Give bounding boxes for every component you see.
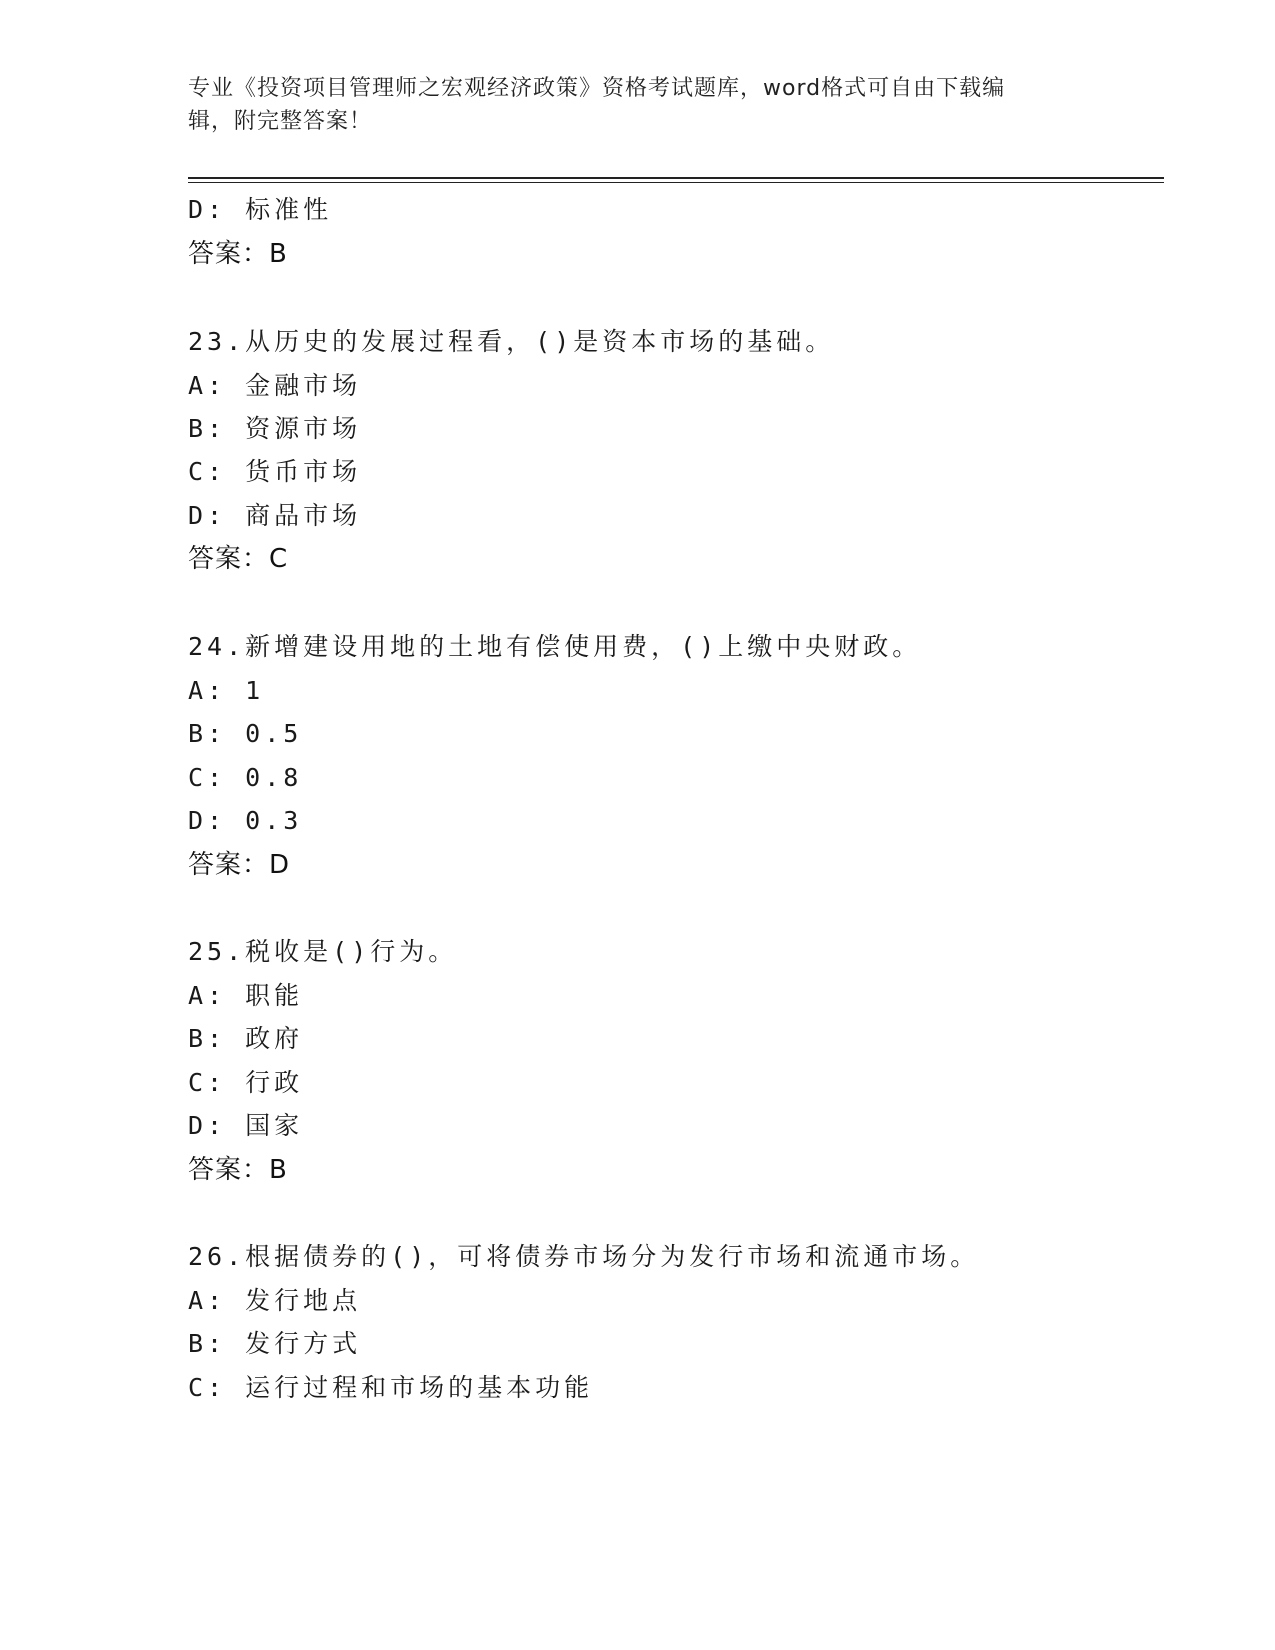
question-26-stem: 26.根据债券的()，可将债券市场分为发行市场和流通市场。: [188, 1242, 980, 1271]
header-line-1: 专业《投资项目管理师之宏观经济政策》资格考试题库，word格式可自由下载编: [188, 76, 1006, 101]
question-23-option-b: B: 资源市场: [188, 414, 362, 443]
question-24-option-a: A: 1: [188, 676, 265, 705]
question-22-answer: 答案：B: [188, 239, 288, 269]
question-23-option-d: D: 商品市场: [188, 501, 362, 530]
question-24-stem: 24.新增建设用地的土地有偿使用费，()上缴中央财政。: [188, 632, 922, 661]
question-22-option-d: D: 标准性: [188, 195, 333, 224]
question-25-answer: 答案：B: [188, 1155, 288, 1185]
question-25-option-a: A: 职能: [188, 981, 304, 1010]
question-25-option-b: B: 政府: [188, 1024, 304, 1053]
question-25-option-d: D: 国家: [188, 1111, 304, 1140]
question-24-option-c: C: 0.8: [188, 763, 303, 792]
question-26-option-c: C: 运行过程和市场的基本功能: [188, 1373, 594, 1402]
header-rule-thin: [188, 182, 1164, 183]
question-23-answer: 答案：C: [188, 544, 289, 574]
question-26-option-a: A: 发行地点: [188, 1286, 362, 1315]
question-23-option-a: A: 金融市场: [188, 371, 362, 400]
question-24-option-d: D: 0.3: [188, 806, 303, 835]
question-24-answer: 答案：D: [188, 850, 291, 880]
question-25-stem: 25.税收是()行为。: [188, 937, 458, 966]
question-25-option-c: C: 行政: [188, 1068, 304, 1097]
question-23-stem: 23.从历史的发展过程看，()是资本市场的基础。: [188, 327, 835, 356]
question-24-option-b: B: 0.5: [188, 719, 303, 748]
header-rule-thick: [188, 177, 1164, 179]
header-line-2: 辑，附完整答案！: [188, 109, 373, 134]
document-header: [188, 72, 1068, 138]
question-26-option-b: B: 发行方式: [188, 1329, 362, 1358]
question-23-option-c: C: 货币市场: [188, 457, 362, 486]
